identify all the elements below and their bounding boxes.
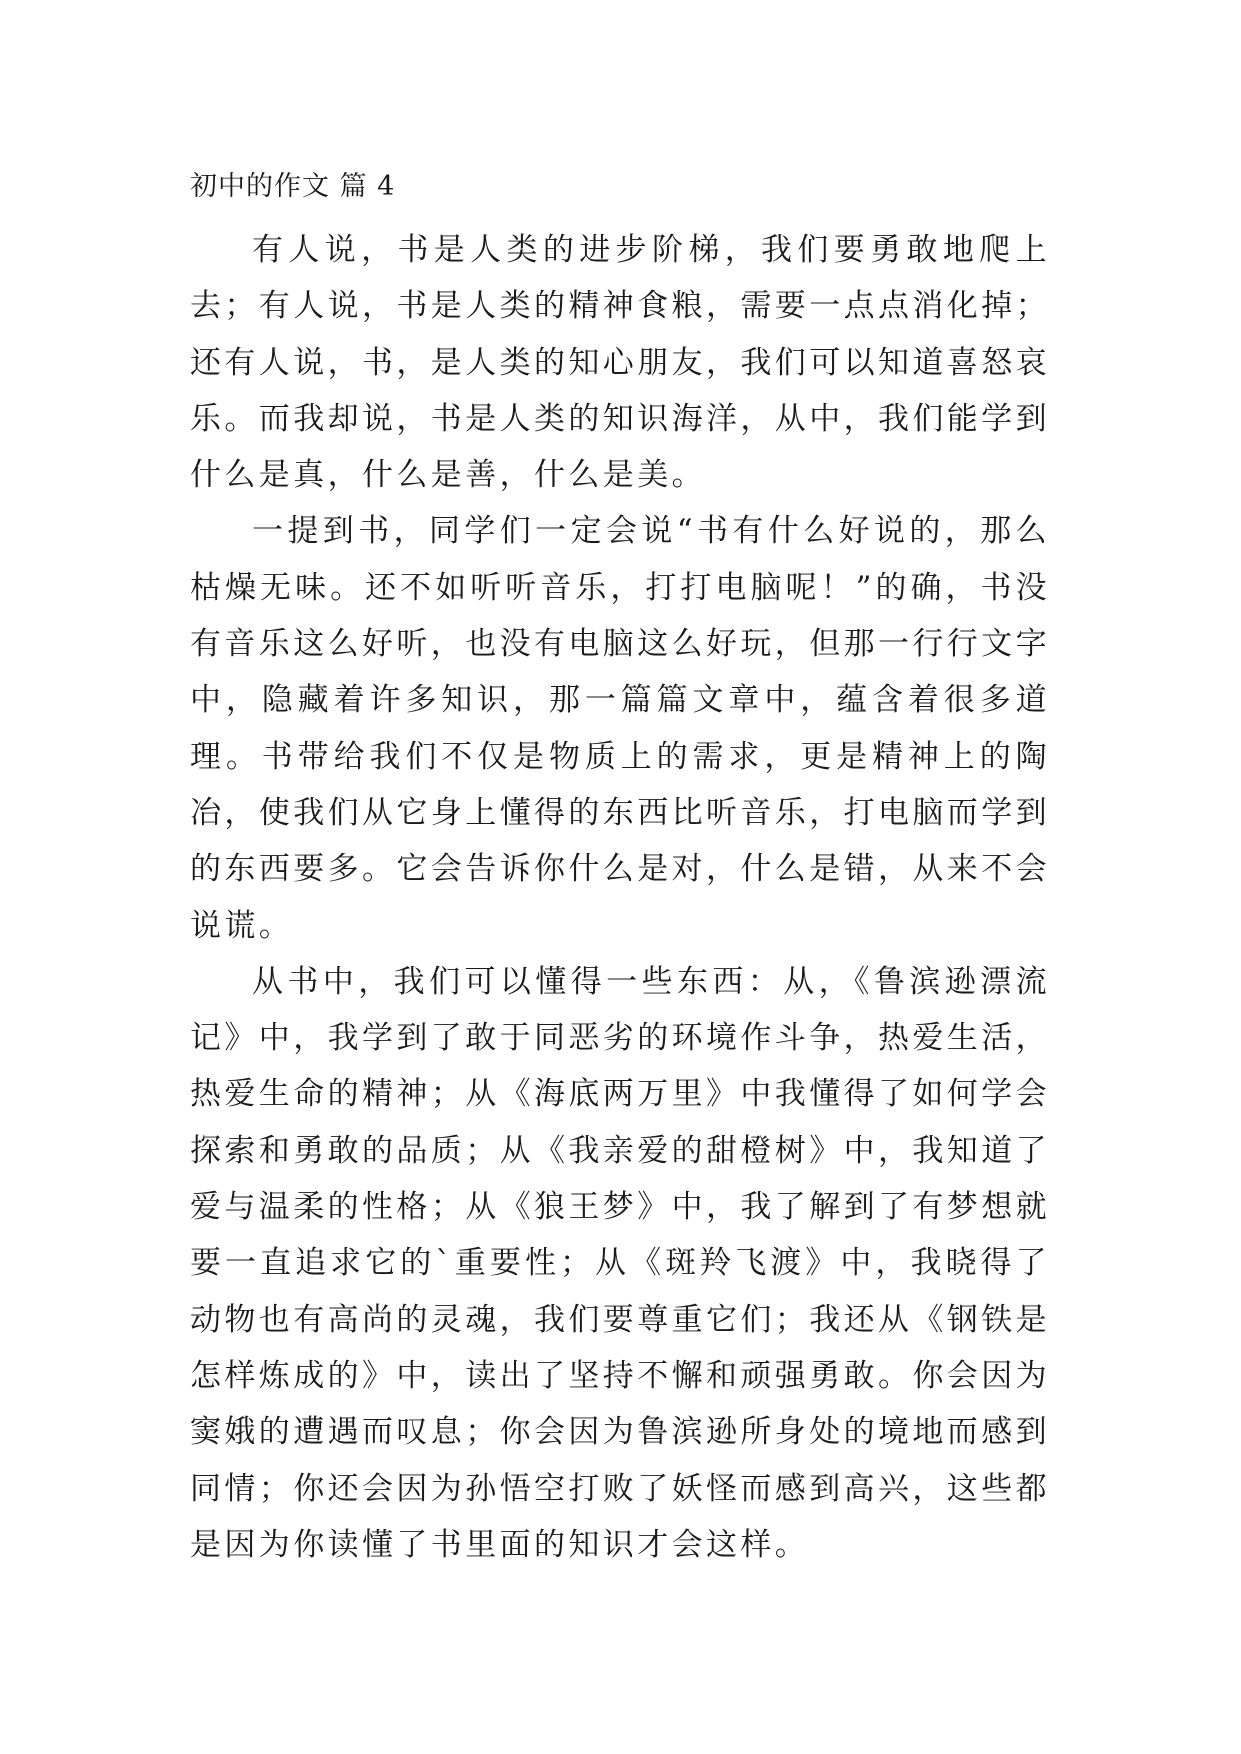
paragraph-1: 有人说，书是人类的进步阶梯，我们要勇敢地爬上去；有人说，书是人类的精神食粮，需要一点点消化掉；还有人说，书，是人类的知心朋友，我们可以知道喜怒哀乐。而我却说，书是人类的知识海洋，从中，我们能学到什么是真，什么是善，什么是美。 [190,232,1050,494]
document-body [190,160,1050,1573]
paragraph-2: 一提到书，同学们一定会说“书有什么好说的，那么枯燥无味。还不如听听音乐，打打电脑呢！”的确，书没有音乐这么好听，也没有电脑这么好玩，但那一行行文字中，隐藏着许多知识，那一篇篇文章中，蕴含着很多道理。书带给我们不仅是物质上的需求，更是精神上的陶冶，使我们从它身上懂得的东西比听音乐，打电脑而学到的东西要多。它会告诉你什么是对，什么是错，从来不会说谎。 [190,513,1050,944]
document-title: 初中的作文 篇 4 [190,171,396,202]
paragraph-3: 从书中，我们可以懂得一些东西：从，《鲁滨逊漂流记》中，我学到了敢于同恶劣的环境作斗争，热爱生活，热爱生命的精神；从《海底两万里》中我懂得了如何学会探索和勇敢的品质；从《我亲爱的甜橙树》中，我知道了爱与温柔的性格；从《狼王梦》中，我了解到了有梦想就要一直追求它的`重要性；从《斑羚飞渡》中，我晓得了动物也有高尚的灵魂，我们要尊重它们；我还从《钢铁是怎样炼成的》中，读出了坚持不懈和顽强勇敢。你会因为窦娥的遭遇而叹息；你会因为鲁滨逊所身处的境地而感到同情；你还会因为孙悟空打败了妖怪而感到高兴，这些都是因为你读懂了书里面的知识才会这样。 [190,963,1050,1563]
